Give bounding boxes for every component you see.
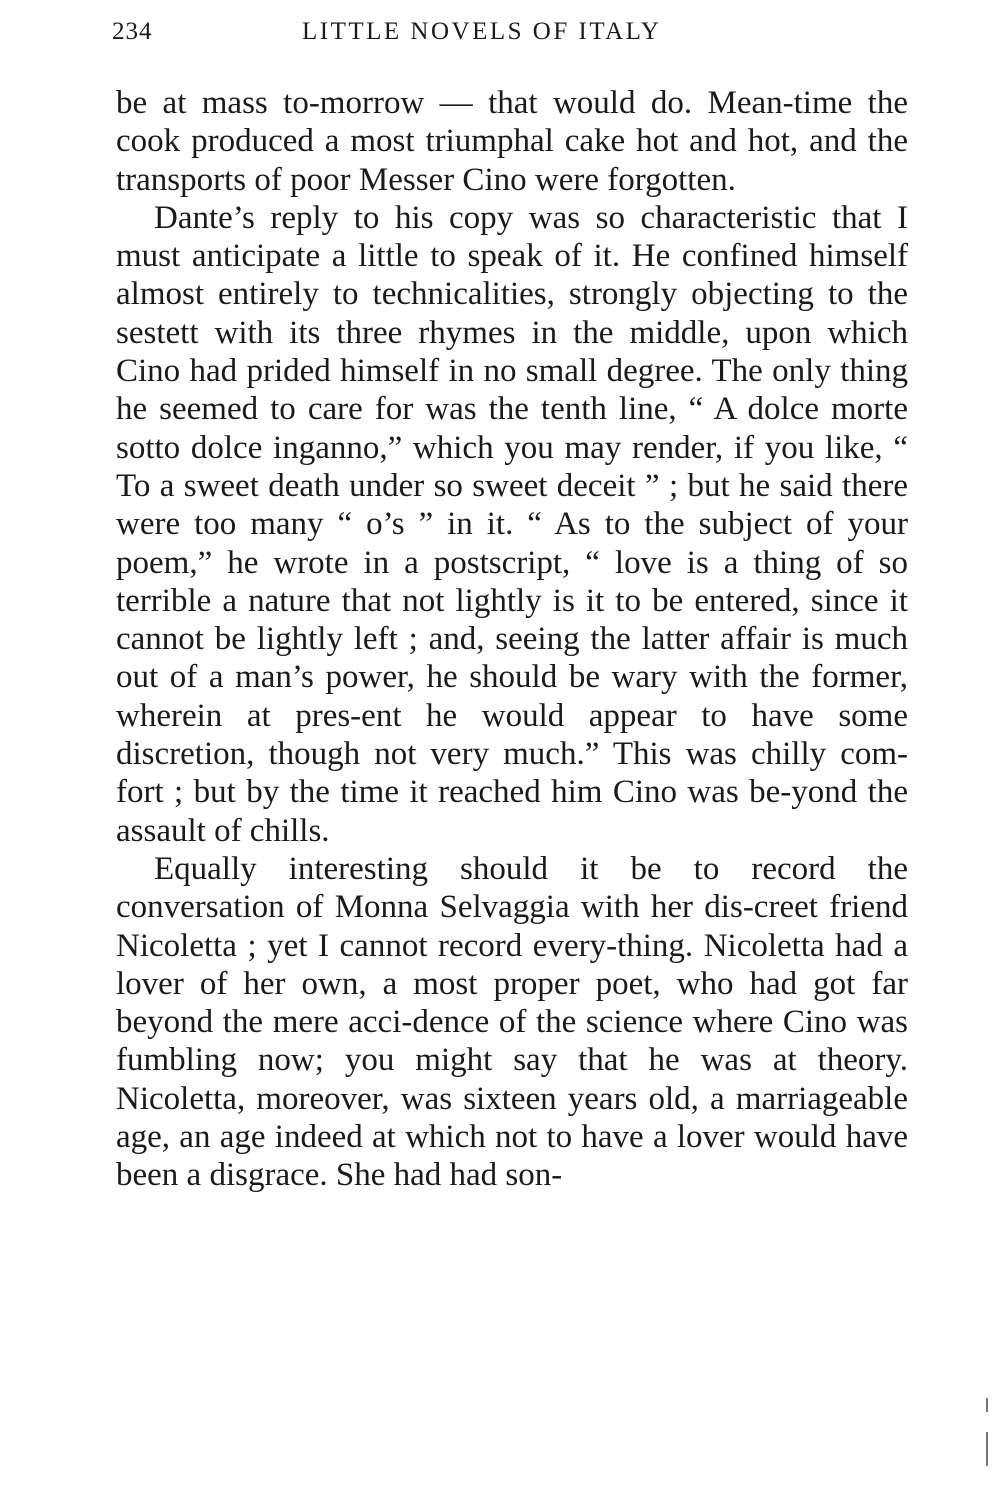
scan-edge-mark — [986, 1398, 988, 1412]
paragraph-2: Dante’s reply to his copy was so characteristic that I must anticipate a little to speak of it. He confined himself almost entirely to technicalities, strongly objecting to the sestett with its three rhymes in the middle, upon which Cino had prided himself in no small degree. The only thing he seemed to care for was the tenth line, “ A dolce morte sotto dolce inganno,” which you may render, if you like, “ To a sweet death under so sweet deceit ” ; but he said there were too many “ o’s ” in it. “ As to the subject of your poem,” he wrote in a postscript, “ love is a thing of so terrible a nature that not lightly is it to be entered, since it cannot be lightly left ; and, seeing the latter affair is much out of a man’s power, he should be wary with the former, wherein at pres-ent he would appear to have some discretion, though not very much.” This was chilly com-fort ; but by the time it reached him Cino was be-yond the assault of chills. — [116, 199, 908, 849]
running-title: LITTLE NOVELS OF ITALY — [302, 18, 662, 45]
body-text — [116, 84, 908, 1195]
paragraph-3: Equally interesting should it be to record the conversation of Monna Selvaggia with her dis-creet friend Nicoletta ; yet I cannot record every-thing. Nicoletta had a lover of her own, a most proper poet, who had got far beyond the mere acci-dence of the science where Cino was fumbling now; you might say that he was at theory. Nicoletta, moreover, was sixteen years old, a marriageable age, an age indeed at which not to have a lover would have been a disgrace. She had had son- — [116, 850, 908, 1194]
scan-edge-mark — [986, 1432, 988, 1466]
page-number: 234 — [112, 18, 153, 45]
paragraph-1: be at mass to-morrow — that would do. Mean-time the cook produced a most triumphal cake hot and hot, and the transports of poor Messer Cino were forgotten. — [116, 85, 908, 198]
running-head — [112, 14, 910, 54]
